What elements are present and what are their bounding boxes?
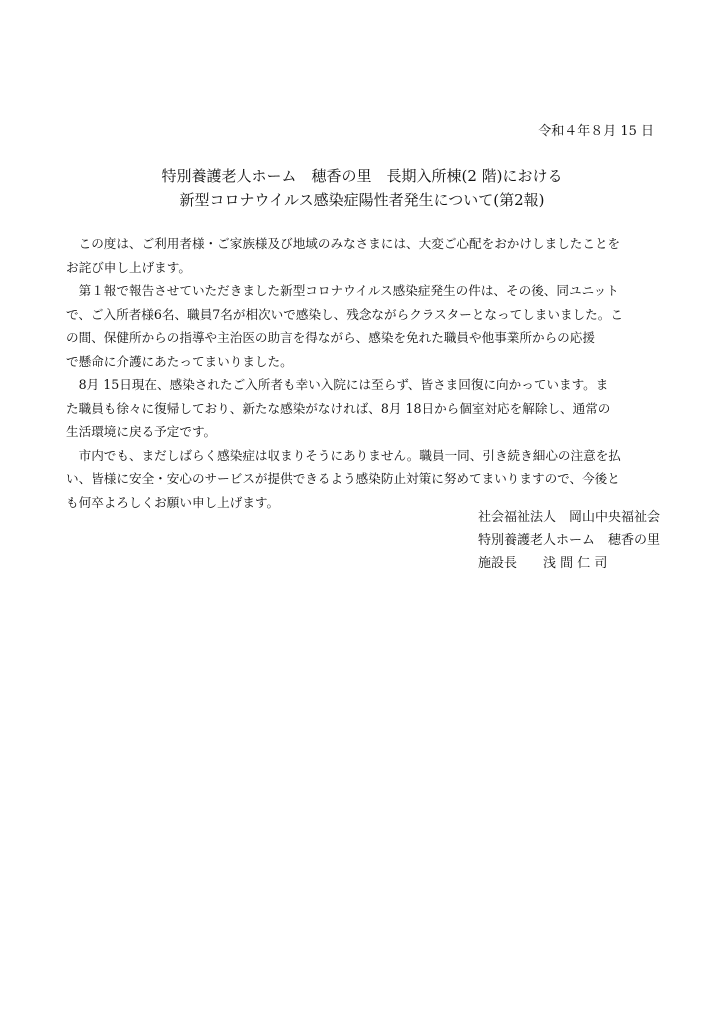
- body-line: も何卒よろしくお願い申し上げます。: [66, 494, 280, 510]
- body-line: で懸命に介護にあたってまいりました。: [66, 353, 293, 369]
- signature-director: 施設長 浅 間 仁 司: [477, 556, 608, 571]
- document-date: 令和４年８月 15 日: [538, 124, 654, 139]
- body-line: で、ご入所者様6名、職員7名が相次いで感染し、残念ながらクラスターとなってしまいました。こ: [66, 306, 623, 322]
- signature-organization: 社会福祉法人 岡山中央福祉会: [477, 510, 660, 525]
- title-line-2: 新型コロナウイルス感染症陽性者発生について(第2報): [179, 191, 545, 209]
- signature-facility: 特別養護老人ホーム 穂香の里: [477, 533, 660, 548]
- body-line: 8月 15日現在、感染されたご入所者も幸い入院には至らず、皆さま回復に向かっています。ま: [66, 377, 609, 392]
- body-line: の間、保健所からの指導や主治医の助言を得ながら、感染を免れた職員や他事業所からの応援: [66, 330, 595, 345]
- body-line: 生活環境に戻る予定です。: [66, 424, 217, 439]
- document-title: [0, 164, 724, 212]
- document-body: [66, 232, 662, 514]
- body-line: た職員も徐々に復帰しており、新たな感染がなければ、8月 18日から個室対応を解除し、通常の: [66, 400, 611, 416]
- body-line: い、皆様に安全・安心のサービスが提供できるよう感染防止対策に努めてまいりますので、今後と: [66, 471, 620, 486]
- body-line: この度は、ご利用者様・ご家族様及び地域のみなさまには、大変ご心配をおかけしましたことを: [66, 236, 621, 251]
- signature-block: [478, 506, 660, 575]
- body-line: 第１報で報告させていただきました新型コロナウイルス感染症発生の件は、その後、同ユニット: [66, 283, 619, 298]
- body-line: 市内でも、まだしばらく感染症は収まりそうにありません。職員一同、引き続き細心の注意を払: [66, 447, 621, 463]
- body-line: お詫び申し上げます。: [66, 259, 191, 275]
- title-line-1: 特別養護老人ホーム 穂香の里 長期入所棟(2 階)における: [161, 167, 563, 185]
